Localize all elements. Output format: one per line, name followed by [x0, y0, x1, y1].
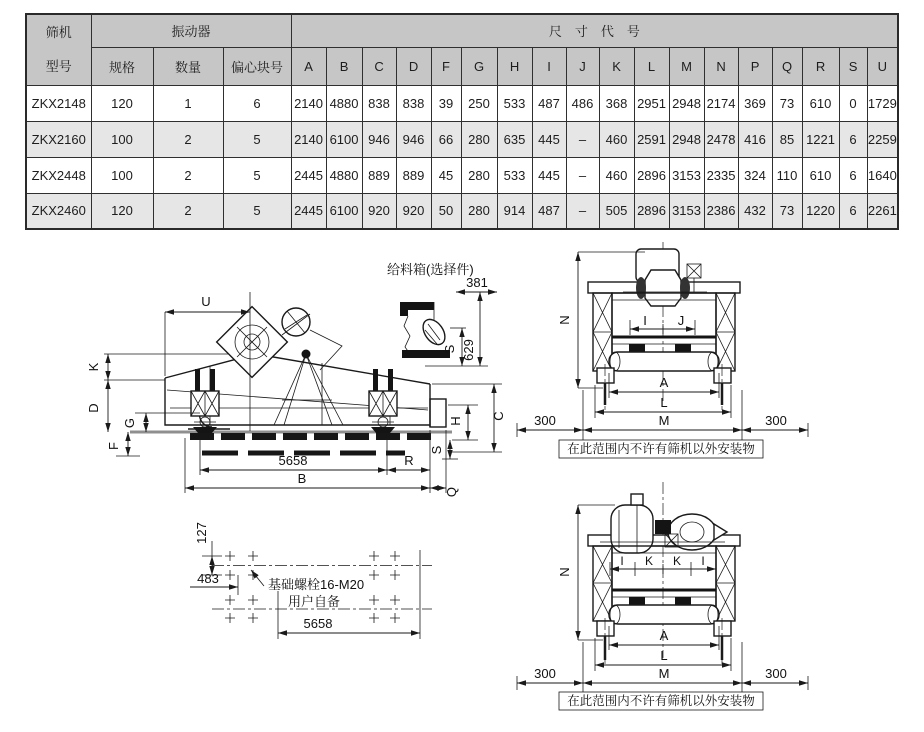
dim-label-g: G: [122, 417, 137, 429]
dim-col-header: Q: [772, 47, 802, 85]
dim-label-300-right: 300: [765, 666, 787, 681]
col-header-spec: 规格: [91, 47, 153, 85]
cell: 5: [223, 121, 291, 157]
dim-col-header: N: [704, 47, 738, 85]
cell: 610: [802, 85, 839, 121]
clearance-note-double: [559, 692, 763, 710]
cell: 486: [566, 85, 599, 121]
model-cell: ZKX2448: [26, 157, 91, 193]
dim-label-n: N: [557, 315, 572, 325]
cell: 120: [91, 193, 153, 229]
front-view-double-drawing: [505, 480, 923, 730]
model-column-header: [26, 14, 91, 85]
cell: 2: [153, 193, 223, 229]
feed-box-s-label: S: [442, 344, 457, 354]
bolt-note-line1: 基础螺栓16-M20: [268, 577, 365, 592]
cell: 460: [599, 157, 634, 193]
cell: 2896: [634, 193, 669, 229]
cell: 635: [497, 121, 532, 157]
dim-label-483: 483: [197, 571, 219, 586]
dim-label-i-right: I: [701, 554, 705, 568]
dim-col-header: H: [497, 47, 532, 85]
cell: 487: [532, 193, 566, 229]
table-row: [26, 157, 898, 193]
feed-box-height-label: 629: [461, 339, 476, 361]
cell: 2896: [634, 157, 669, 193]
col-header-eccentric: 偏心块号: [223, 47, 291, 85]
cell: 368: [599, 85, 634, 121]
cell: 2335: [704, 157, 738, 193]
dim-label-l: L: [660, 395, 668, 410]
table-row: [26, 193, 898, 229]
cell: 838: [396, 85, 431, 121]
cell: –: [566, 157, 599, 193]
cell: 85: [772, 121, 802, 157]
dim-col-header: G: [461, 47, 497, 85]
cell: 416: [738, 121, 772, 157]
vibrator-group-header: 振动器: [91, 14, 291, 47]
cell: 2386: [704, 193, 738, 229]
cell: 45: [431, 157, 461, 193]
dim-col-header: P: [738, 47, 772, 85]
cell: 3153: [669, 193, 704, 229]
dim-col-header: M: [669, 47, 704, 85]
clearance-note-single: [559, 440, 763, 458]
cell: 2445: [291, 157, 326, 193]
cell: 533: [497, 157, 532, 193]
cell: 2140: [291, 121, 326, 157]
dim-label-a: A: [659, 375, 669, 390]
cell: 914: [497, 193, 532, 229]
cell: 324: [738, 157, 772, 193]
cell: 6: [839, 157, 867, 193]
cell: –: [566, 121, 599, 157]
dim-col-header: F: [431, 47, 461, 85]
feed-box-width-label: 381: [466, 275, 488, 290]
model-cell: ZKX2148: [26, 85, 91, 121]
feed-box-detail: [387, 262, 497, 366]
cell: 1: [153, 85, 223, 121]
dim-col-header: A: [291, 47, 326, 85]
cell: 50: [431, 193, 461, 229]
cell: 1729: [867, 85, 898, 121]
dim-label-h: H: [448, 416, 463, 426]
dim-label-300-right: 300: [765, 413, 787, 428]
dim-label-m: M: [658, 413, 670, 428]
cell: 2259: [867, 121, 898, 157]
cell: 280: [461, 157, 497, 193]
header-row-groups: [26, 14, 898, 47]
front-view-single-drawing: [505, 240, 923, 462]
side-view-drawing: [60, 250, 508, 500]
dim-col-header: R: [802, 47, 839, 85]
cell: 73: [772, 193, 802, 229]
ground-foundation: [130, 429, 452, 453]
dim-label-f: F: [106, 442, 121, 450]
cell: 6100: [326, 121, 362, 157]
cell: 4880: [326, 157, 362, 193]
cell: 0: [839, 85, 867, 121]
cell: 920: [396, 193, 431, 229]
dim-label-a: A: [659, 628, 669, 643]
cell: 2261: [867, 193, 898, 229]
dim-col-header: U: [867, 47, 898, 85]
clearance-note-text: 在此范围内不许有筛机以外安装物: [567, 442, 755, 456]
cell: 460: [599, 121, 634, 157]
dim-label-127: 127: [194, 522, 209, 544]
dim-label-c: C: [491, 411, 506, 421]
cell: 250: [461, 85, 497, 121]
cell: 100: [91, 157, 153, 193]
cell: 3153: [669, 157, 704, 193]
dim-label-l: L: [660, 648, 668, 663]
cell: 445: [532, 157, 566, 193]
dim-label-q: Q: [444, 486, 459, 498]
dim-label-d: D: [86, 403, 101, 413]
cell: 66: [431, 121, 461, 157]
spring-support-right: [369, 369, 397, 433]
cell: 1221: [802, 121, 839, 157]
dim-label-k: K: [86, 362, 101, 372]
cell: 1640: [867, 157, 898, 193]
col-header-qty: 数量: [153, 47, 223, 85]
cell: 2951: [634, 85, 669, 121]
model-header-line1: 筛机: [45, 24, 72, 40]
cell: 369: [738, 85, 772, 121]
table-header: [26, 14, 898, 85]
dim-col-header: I: [532, 47, 566, 85]
cell: 73: [772, 85, 802, 121]
cell: 280: [461, 121, 497, 157]
cell: 39: [431, 85, 461, 121]
cell: 610: [802, 157, 839, 193]
cell: 4880: [326, 85, 362, 121]
cell: 5: [223, 157, 291, 193]
dim-col-header: B: [326, 47, 362, 85]
dim-label-i: I: [643, 313, 647, 328]
vibrator-assembly: [217, 292, 343, 431]
clearance-note-text: 在此范围内不许有筛机以外安装物: [567, 694, 755, 708]
dim-label-300-left: 300: [534, 413, 556, 428]
dim-label-r: R: [404, 453, 414, 468]
table-body: [26, 85, 898, 229]
cell: 2140: [291, 85, 326, 121]
cell: 2948: [669, 85, 704, 121]
dim-label-k-left: K: [644, 554, 654, 568]
cell: 432: [738, 193, 772, 229]
cell: 2: [153, 157, 223, 193]
dim-label-5658-foundation: 5658: [303, 616, 333, 631]
cell: 533: [497, 85, 532, 121]
cell: 120: [91, 85, 153, 121]
dim-label-5658: 5658: [278, 453, 308, 468]
dim-col-header: C: [362, 47, 396, 85]
cell: 505: [599, 193, 634, 229]
model-header-line2: 型号: [45, 58, 72, 74]
dim-label-j: J: [677, 313, 685, 328]
model-cell: ZKX2460: [26, 193, 91, 229]
dim-label-u: U: [201, 294, 211, 309]
feed-box-title: 给料箱(选择件): [387, 262, 474, 277]
spring-support-left: [191, 369, 219, 433]
cell: 2174: [704, 85, 738, 121]
cell: 6100: [326, 193, 362, 229]
dim-label-n: N: [557, 567, 572, 577]
cell: 2445: [291, 193, 326, 229]
cell: 2478: [704, 121, 738, 157]
dimension-group-header: 尺寸代号: [291, 14, 898, 47]
cell: 5: [223, 193, 291, 229]
foundation-plan-drawing: [150, 505, 485, 655]
dim-col-header: L: [634, 47, 669, 85]
dim-label-300-left: 300: [534, 666, 556, 681]
cell: 1220: [802, 193, 839, 229]
cell: 280: [461, 193, 497, 229]
cell: 2: [153, 121, 223, 157]
cell: 946: [396, 121, 431, 157]
cell: 6: [839, 121, 867, 157]
table-row: [26, 121, 898, 157]
model-cell: ZKX2160: [26, 121, 91, 157]
dim-col-header: K: [599, 47, 634, 85]
cell: 920: [362, 193, 396, 229]
dim-col-header: J: [566, 47, 599, 85]
cell: 2948: [669, 121, 704, 157]
cell: 6: [839, 193, 867, 229]
cell: 110: [772, 157, 802, 193]
header-row-columns: [26, 47, 898, 85]
cell: 6: [223, 85, 291, 121]
dim-label-i-left: I: [620, 554, 624, 568]
spec-table: [25, 13, 899, 230]
cell: 445: [532, 121, 566, 157]
dim-label-k-right: K: [672, 554, 682, 568]
foundation-dimensions: [190, 522, 420, 639]
dim-label-b: B: [297, 471, 307, 486]
cell: –: [566, 193, 599, 229]
cell: 2591: [634, 121, 669, 157]
dim-col-header: S: [839, 47, 867, 85]
cell: 889: [362, 157, 396, 193]
dim-label-m: M: [658, 666, 670, 681]
cell: 889: [396, 157, 431, 193]
dim-col-header: D: [396, 47, 431, 85]
cell: 487: [532, 85, 566, 121]
cell: 946: [362, 121, 396, 157]
table-row: [26, 85, 898, 121]
cell: 100: [91, 121, 153, 157]
bolt-note-line2: 用户自备: [288, 594, 341, 609]
cell: 838: [362, 85, 396, 121]
dim-label-s: S: [429, 445, 444, 455]
